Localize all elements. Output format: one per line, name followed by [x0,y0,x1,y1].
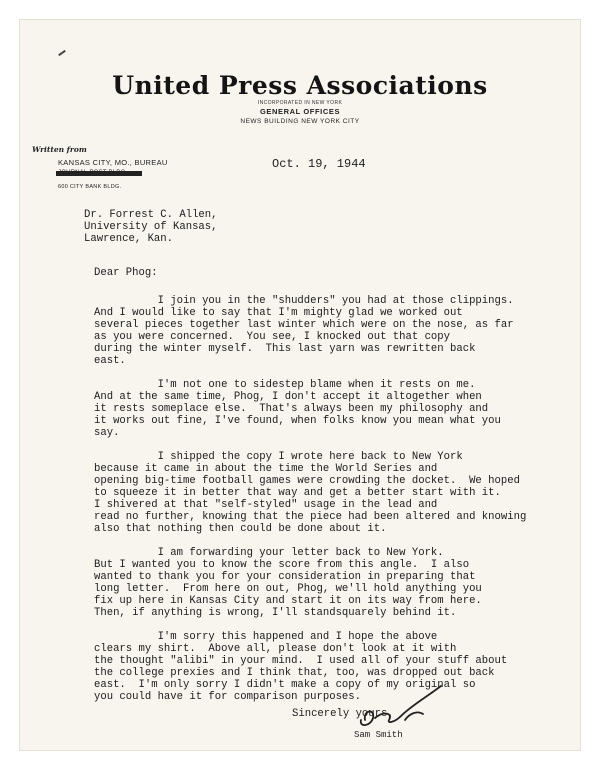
body-line: Then, if anything is wrong, I'll standsquarely behind it. [94,607,457,619]
recipient-line: Lawrence, Kan. [84,233,174,245]
body-line: clears my shirt. Above all, please don't look at it with [94,643,457,655]
body-line: I'm not one to sidestep blame when it rests on me. [94,379,476,391]
body-line: opening big-time football games were crowding the docket. We hoped [94,475,520,487]
body-line: to squeeze it in better that way and get a better start with it. [94,487,501,499]
letterhead [20,72,580,126]
body-line: several pieces together last winter which were on the nose, as far [94,319,514,331]
body-line: read no further, knowing that the piece had been altered and knowing [94,511,527,523]
body-line: it rests someplace else. That's always been my philosophy and [94,403,489,415]
body-line: I shipped the copy I wrote here back to New York [94,451,463,463]
body-line: wanted to thank you for your consideration in preparing that [94,571,476,583]
body-line: because it came in about the time the World Series and [94,463,438,475]
body-line: I shivered at that "self-styled" usage in the lead and [94,499,438,511]
letter-date: Oct. 19, 1944 [272,157,366,171]
body-line: say. [94,427,120,439]
body-line: I am forwarding your letter back to New York. [94,547,444,559]
bureau-name: KANSAS CITY, MO., BUREAU [58,158,168,167]
pen-mark [58,50,66,56]
letter-page [20,20,580,750]
written-from-label: Written from [32,145,87,154]
body-line: during the winter myself. This last yarn was rewritten back [94,343,476,355]
body-line: But I wanted you to know the score from this angle. I also [94,559,470,571]
body-line: you could have it for comparison purposes. [94,691,362,703]
body-line: east. [94,355,126,367]
bank-building: 600 CITY BANK BLDG. [58,184,122,190]
body-line: fix up here in Kansas City and start it on its way from here. [94,595,482,607]
strikeout-bar [56,171,142,176]
body-line: as you were concerned. You see, I knocked out that copy [94,331,451,343]
body-line: I'm sorry this happened and I hope the above [94,631,438,643]
incorporation-note: INCORPORATED IN NEW YORK [257,100,343,106]
body-line: the college prexies and I think that, too, was dropped out back [94,667,495,679]
body-line: also that nothing then could be done about it. [94,523,387,535]
body-line: I join you in the "shudders" you had at those clippings. [94,295,514,307]
signature-name: Sam Smith [354,730,403,740]
recipient-line: University of Kansas, [84,221,218,233]
body-line: it works out fine, I've found, when folks know you mean what you [94,415,501,427]
body-line: And I would like to say that I'm mighty glad we worked out [94,307,463,319]
office-building: NEWS BUILDING NEW YORK CITY [240,118,360,125]
body-line: east. I'm only sorry I didn't make a copy of my original so [94,679,476,691]
body-line: And at the same time, Phog, I don't accept it altogether when [94,391,482,403]
salutation: Dear Phog: [94,267,158,279]
body-line: the thought "alibi" in your mind. I used all of your stuff about [94,655,508,667]
closing: Sincerely yours, [292,708,394,720]
organization-name: United Press Associations [112,71,488,100]
recipient-line: Dr. Forrest C. Allen, [84,209,218,221]
general-offices: GENERAL OFFICES [259,107,341,116]
body-line: long letter. From here on out, Phog, we'll hold anything you [94,583,482,595]
